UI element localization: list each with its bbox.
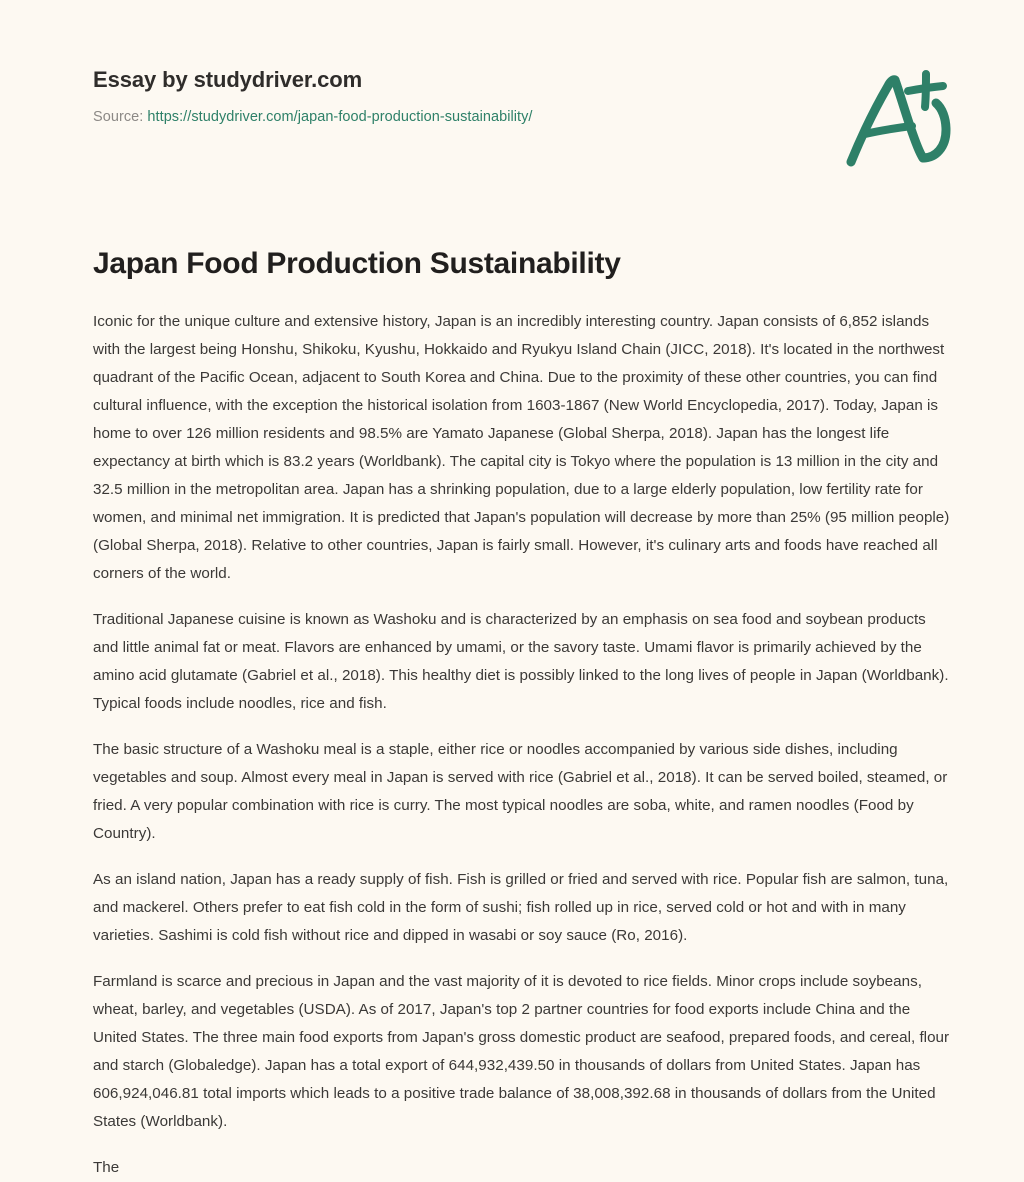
source-url-link[interactable]: https://studydriver.com/japan-food-production-sustainability/ bbox=[147, 109, 533, 126]
paragraph-truncated: The bbox=[93, 1159, 120, 1176]
document-header bbox=[93, 0, 950, 126]
source-label: Source: bbox=[93, 109, 144, 126]
source-line bbox=[93, 109, 950, 126]
paragraph: The basic structure of a Washoku meal is a staple, either rice or noodles accompanied by various side dishes, including vegetables and soup. Almost every meal in Japan is served with rice (Gabriel et al., 2018). It can be served boiled, steamed, or fried. A very popular combination with rice is curry. The most typical noodles are soba, white, and ramen noodles (Food by Country). bbox=[93, 741, 948, 842]
paragraph: Traditional Japanese cuisine is known as Washoku and is characterized by an emphasis on sea food and soybean products and little animal fat or meat. Flavors are enhanced by umami, or the savory taste. Umami flavor is primarily achieved by the amino acid glutamate (Gabriel et al., 2018). This healthy diet is possibly linked to the long lives of people in Japan (Worldbank). Typical foods include noodles, rice and fish. bbox=[93, 611, 949, 712]
article-body bbox=[93, 282, 950, 1182]
essay-byline: Essay by studydriver.com bbox=[93, 67, 363, 92]
paragraph: As an island nation, Japan has a ready supply of fish. Fish is grilled or fried and served with rice. Popular fish are salmon, tuna, and mackerel. Others prefer to eat fish cold in the form of sushi; fish rolled up in rice, served cold or hot and with in many varieties. Sashimi is cold fish without rice and dipped in wasabi or soy sauce (Ro, 2016). bbox=[93, 871, 949, 944]
paragraph: Farmland is scarce and precious in Japan and the vast majority of it is devoted to rice fields. Minor crops include soybeans, wheat, barley, and vegetables (USDA). As of 2017, Japan's top 2 partner countries for food exports include China and the United States. The three main food exports from Japan's gross domestic product are seafood, prepared foods, and cereal, flour and starch (Globaledge). Japan has a total export of 644,932,439.50 in thousands of dollars from United States. Japan has 606,924,046.81 total imports which leads to a positive trade balance of 38,008,392.68 in thousands of dollars from the United States (Worldbank). bbox=[93, 973, 950, 1130]
page-title: Japan Food Production Sustainability bbox=[93, 247, 621, 280]
studydriver-a-plus-logo-icon bbox=[840, 62, 958, 180]
paragraph: Iconic for the unique culture and extensive history, Japan is an incredibly interesting country. Japan consists of 6,852 islands with the largest being Honshu, Shikoku, Kyushu, Hokkaido and Ryukyu Island Chain (JICC, 2018). It's located in the northwest quadrant of the Pacific Ocean, adjacent to South Korea and China. Due to the proximity of these other countries, you can find cultural influence, with the exception the historical isolation from 1603-1867 (New World Encyclopedia, 2017). Today, Japan is home to over 126 million residents and 98.5% are Yamato Japanese (Global Sherpa, 2018). Japan has the longest life expectancy at birth which is 83.2 years (Worldbank). The capital city is Tokyo where the population is 13 million in the city and 32.5 million in the metropolitan area. Japan has a shrinking population, due to a large elderly population, low fertility rate for women, and minimal net immigration. It is predicted that Japan's population will decrease by more than 25% (95 million people) (Global Sherpa, 2018). Relative to other countries, Japan is fairly small. However, it's culinary arts and foods have reached all corners of the world. bbox=[93, 313, 950, 582]
